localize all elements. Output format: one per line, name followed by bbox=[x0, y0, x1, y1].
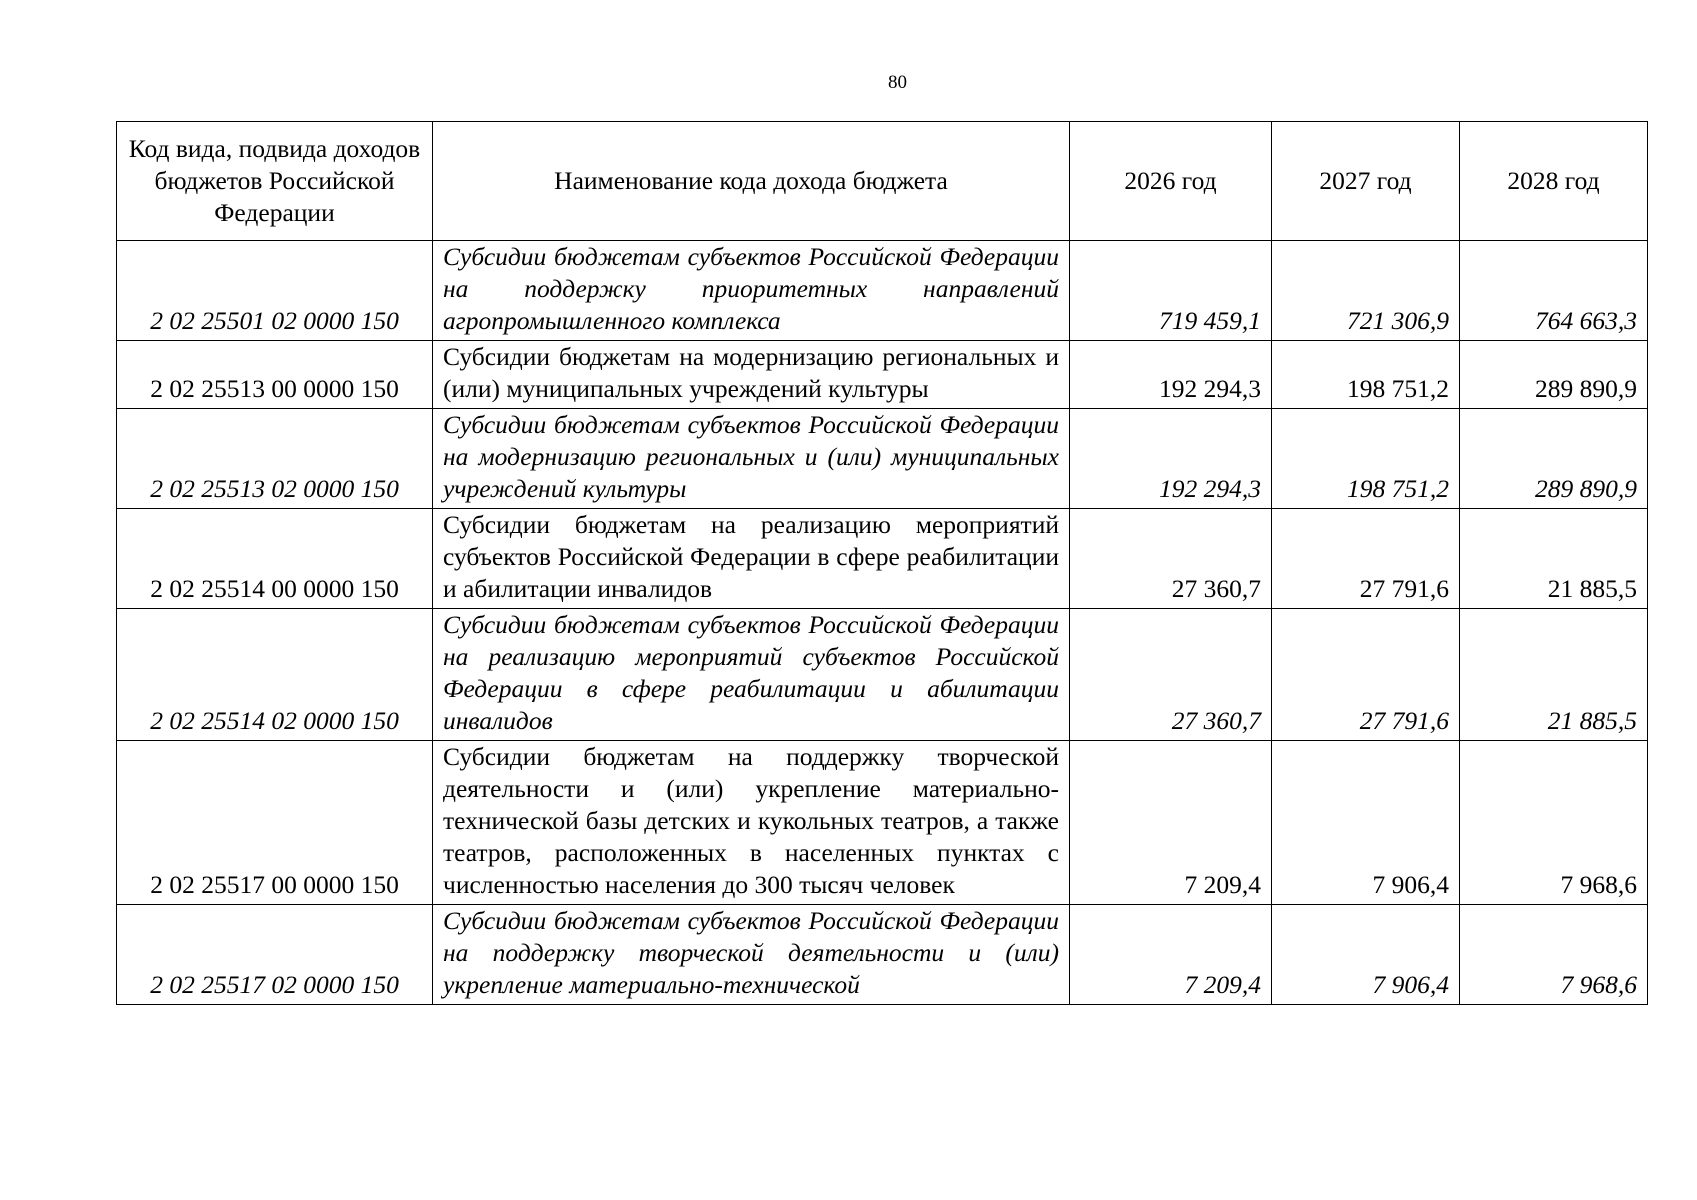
value-2026-cell: 192 294,3 bbox=[1070, 341, 1272, 409]
header-name: Наименование кода дохода бюджета bbox=[433, 122, 1070, 241]
table-row bbox=[117, 409, 1648, 509]
value-2028-cell: 764 663,3 bbox=[1460, 241, 1648, 341]
table-row bbox=[117, 905, 1648, 1005]
code-cell: 2 02 25513 02 0000 150 bbox=[117, 409, 433, 509]
table-row bbox=[117, 609, 1648, 741]
code-cell: 2 02 25513 00 0000 150 bbox=[117, 341, 433, 409]
name-cell: Субсидии бюджетам субъектов Российской Федерации на поддержку творческой деятельности и (или) укрепление материально-технической bbox=[433, 905, 1070, 1005]
table-row bbox=[117, 741, 1648, 905]
table-body bbox=[117, 241, 1648, 1005]
header-code: Код вида, подвида доходов бюджетов Российской Федерации bbox=[117, 122, 433, 241]
value-2028-cell: 7 968,6 bbox=[1460, 741, 1648, 905]
table-row bbox=[117, 341, 1648, 409]
name-cell: Субсидии бюджетам субъектов Российской Федерации на модернизацию региональных и (или) муниципальных учреждений культуры bbox=[433, 409, 1070, 509]
value-2026-cell: 27 360,7 bbox=[1070, 509, 1272, 609]
value-2027-cell: 7 906,4 bbox=[1272, 741, 1460, 905]
value-2028-cell: 21 885,5 bbox=[1460, 509, 1648, 609]
value-2027-cell: 198 751,2 bbox=[1272, 341, 1460, 409]
header-2026: 2026 год bbox=[1070, 122, 1272, 241]
page-number: 80 bbox=[888, 72, 907, 93]
value-2027-cell: 198 751,2 bbox=[1272, 409, 1460, 509]
value-2027-cell: 721 306,9 bbox=[1272, 241, 1460, 341]
table-row bbox=[117, 241, 1648, 341]
value-2028-cell: 21 885,5 bbox=[1460, 609, 1648, 741]
table-header-row bbox=[117, 122, 1648, 241]
value-2028-cell: 289 890,9 bbox=[1460, 341, 1648, 409]
code-cell: 2 02 25514 00 0000 150 bbox=[117, 509, 433, 609]
table-row bbox=[117, 509, 1648, 609]
value-2026-cell: 192 294,3 bbox=[1070, 409, 1272, 509]
name-cell: Субсидии бюджетам на реализацию мероприятий субъектов Российской Федерации в сфере реабилитации и абилитации инвалидов bbox=[433, 509, 1070, 609]
revenue-table bbox=[116, 121, 1648, 1005]
value-2027-cell: 27 791,6 bbox=[1272, 509, 1460, 609]
code-cell: 2 02 25514 02 0000 150 bbox=[117, 609, 433, 741]
name-cell: Субсидии бюджетам на модернизацию региональных и (или) муниципальных учреждений культуры bbox=[433, 341, 1070, 409]
value-2026-cell: 7 209,4 bbox=[1070, 905, 1272, 1005]
value-2027-cell: 27 791,6 bbox=[1272, 609, 1460, 741]
value-2026-cell: 719 459,1 bbox=[1070, 241, 1272, 341]
name-cell: Субсидии бюджетам субъектов Российской Федерации на поддержку приоритетных направлений агропромышленного комплекса bbox=[433, 241, 1070, 341]
value-2026-cell: 27 360,7 bbox=[1070, 609, 1272, 741]
code-cell: 2 02 25517 00 0000 150 bbox=[117, 741, 433, 905]
code-cell: 2 02 25517 02 0000 150 bbox=[117, 905, 433, 1005]
name-cell: Субсидии бюджетам на поддержку творческой деятельности и (или) укрепление материально-технической базы детских и кукольных театров, а также театров, расположенных в населенных пунктах с численностью населения до 300 тысяч человек bbox=[433, 741, 1070, 905]
header-2027: 2027 год bbox=[1272, 122, 1460, 241]
code-cell: 2 02 25501 02 0000 150 bbox=[117, 241, 433, 341]
value-2026-cell: 7 209,4 bbox=[1070, 741, 1272, 905]
header-2028: 2028 год bbox=[1460, 122, 1648, 241]
value-2028-cell: 7 968,6 bbox=[1460, 905, 1648, 1005]
value-2027-cell: 7 906,4 bbox=[1272, 905, 1460, 1005]
value-2028-cell: 289 890,9 bbox=[1460, 409, 1648, 509]
name-cell: Субсидии бюджетам субъектов Российской Федерации на реализацию мероприятий субъектов Российской Федерации в сфере реабилитации и абилитации инвалидов bbox=[433, 609, 1070, 741]
